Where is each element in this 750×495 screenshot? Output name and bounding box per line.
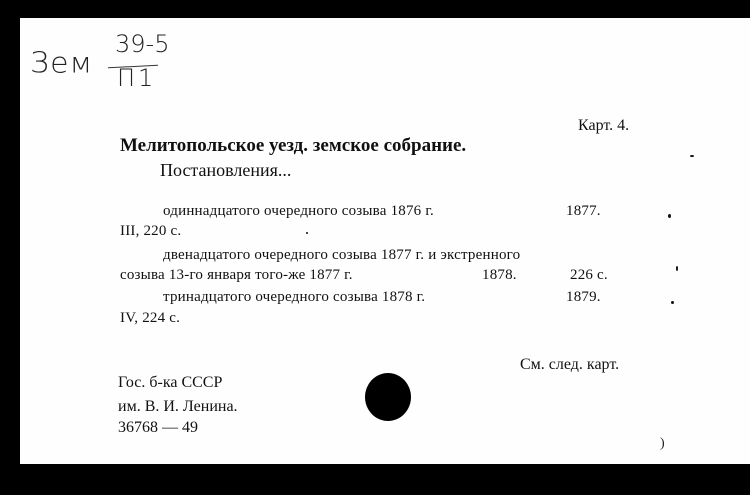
entry-2-year: 1878.	[482, 267, 517, 283]
card-title: Мелитопольское уезд. земское собрание.	[120, 135, 467, 156]
entry-3-year: 1879.	[566, 289, 601, 305]
punch-hole	[365, 373, 411, 421]
card-number: Карт. 4.	[578, 117, 630, 134]
scan-speck	[676, 266, 678, 271]
see-next-card: См. след. карт.	[520, 356, 620, 373]
scan-speck	[668, 214, 671, 218]
scan-mark: )	[660, 436, 665, 451]
scan-speck	[690, 155, 694, 157]
entry-2-pages: 226 с.	[570, 267, 608, 283]
entry-2-line1: двенадцатого очередного созыва 1877 г. и экстренного	[163, 247, 521, 263]
library-name: Гос. б-ка СССР	[118, 374, 223, 391]
handwritten-prefix: Зем	[30, 46, 94, 81]
library-dedication: им. В. И. Ленина.	[118, 398, 238, 415]
handwritten-denominator: П1	[117, 64, 157, 92]
card-subtitle: Постановления...	[160, 160, 292, 180]
entry-1-line1: одиннадцатого очередного созыва 1876 г.	[163, 203, 434, 219]
catalog-card	[20, 18, 750, 464]
scan-speck	[306, 232, 308, 234]
entry-3-line1: тринадцатого очередного созыва 1878 г.	[163, 289, 426, 305]
handwritten-numerator: 39-5	[115, 30, 170, 58]
entry-1-year: 1877.	[566, 203, 601, 219]
library-catalog-number: 36768 — 49	[118, 419, 198, 436]
entry-3-line2: IV, 224 с.	[120, 310, 181, 326]
entry-2-line2: созыва 13-го января того-же 1877 г.	[120, 267, 353, 283]
entry-1-line2: III, 220 с.	[120, 223, 182, 239]
scan-speck	[671, 301, 674, 304]
